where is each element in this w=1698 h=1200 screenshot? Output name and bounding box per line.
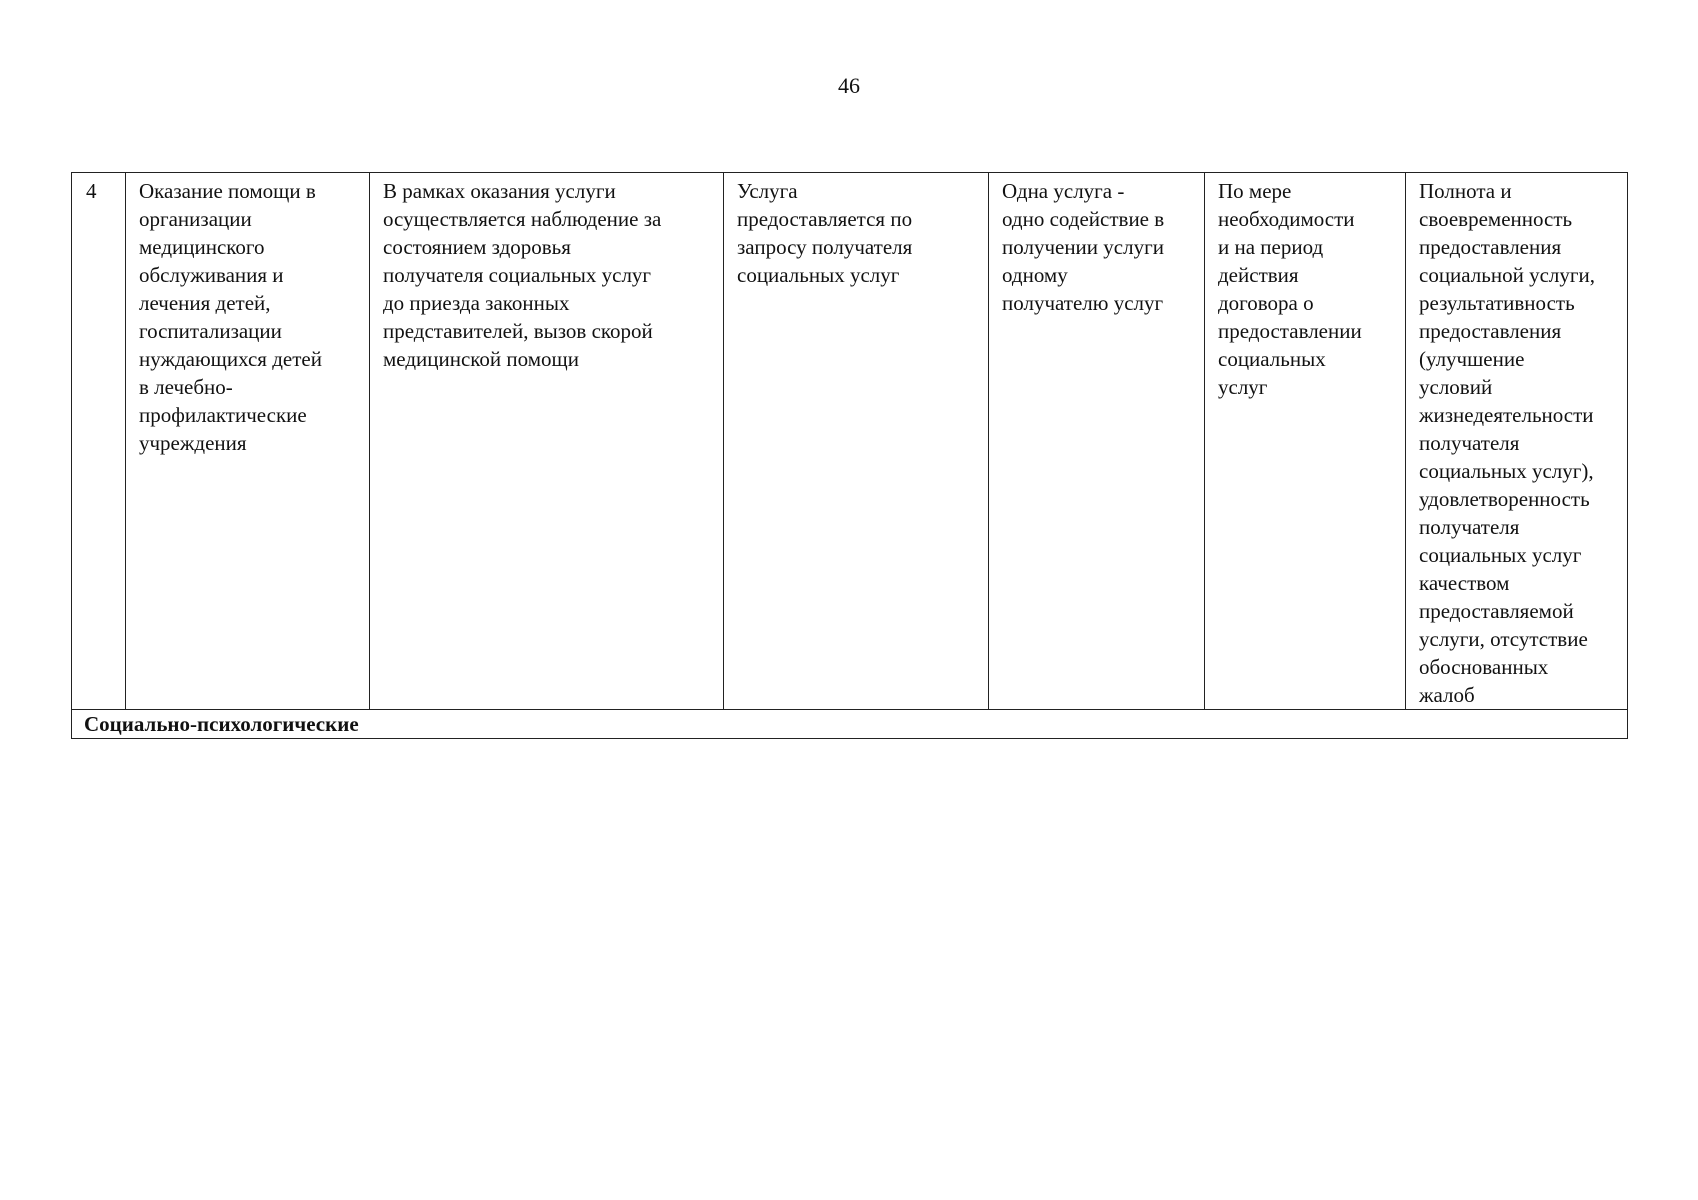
service-period-cell: По мере необходимости и на период действия договора о предоставлении социальных услуг <box>1205 173 1406 710</box>
services-table <box>71 172 1628 739</box>
row-number-cell: 4 <box>72 173 126 710</box>
quality-indicators-cell: Полнота и своевременность предоставления социальной услуги, результативность предоставления (улучшение условий жизнедеятельности получателя социальных услуг), удовлетворенность получателя социальных услуг качеством предоставляемой услуги, отсутствие обоснованных жалоб <box>1406 173 1628 710</box>
section-row <box>72 710 1628 739</box>
page-number: 46 <box>838 73 860 98</box>
service-name-cell: Оказание помощи в организации медицинского обслуживания и лечения детей, госпитализации нуждающихся детей в лечебно- профилактические учреждения <box>126 173 370 710</box>
service-volume-cell: Одна услуга - одно содействие в получении услуги одному получателю услуг <box>989 173 1205 710</box>
provision-terms-cell: Услуга предоставляется по запросу получателя социальных услуг <box>724 173 989 710</box>
service-description-cell: В рамках оказания услуги осуществляется наблюдение за состоянием здоровья получателя социальных услуг до приезда законных представителей, вызов скорой медицинской помощи <box>370 173 724 710</box>
table-row <box>72 173 1628 710</box>
section-title: Социально-психологические <box>72 710 1628 739</box>
